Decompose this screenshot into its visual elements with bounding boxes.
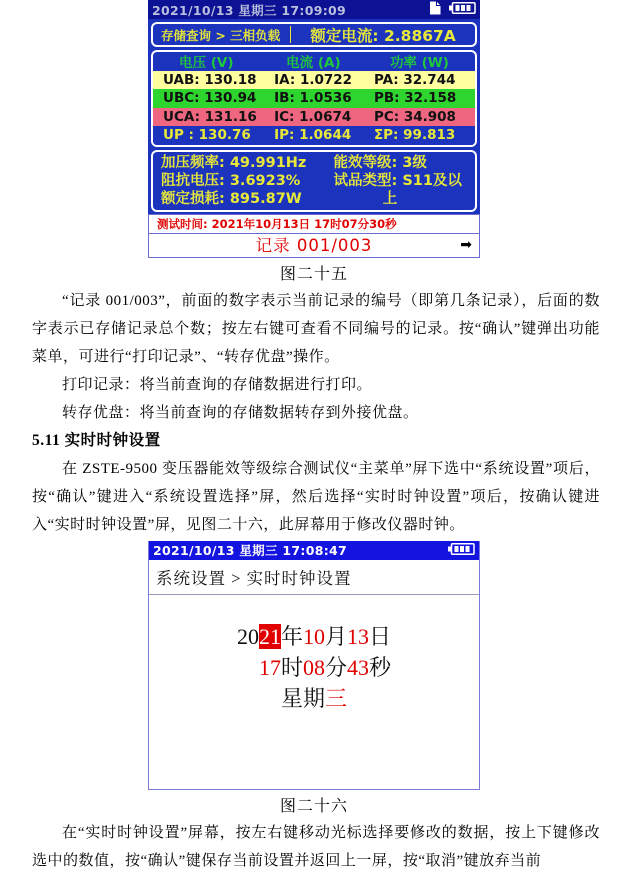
- table-row: [153, 108, 475, 127]
- cell-uab: UAB: 130.18: [163, 71, 257, 88]
- figure-25-caption: 图二十五: [279, 265, 348, 283]
- cell-pc: PC: 34.908: [373, 108, 456, 125]
- cell-ic: IC: 1.0674: [274, 108, 352, 125]
- breadcrumb-bar: [151, 22, 477, 47]
- table-row: [153, 126, 475, 145]
- battery-icon: [441, 2, 476, 17]
- weekday-label: 星期: [280, 685, 325, 711]
- col-header-current: 电流 (A): [286, 55, 341, 72]
- year-unit: 年: [280, 623, 303, 649]
- cell-ib: IB: 1.0536: [274, 90, 352, 107]
- cell-ubc: UBC: 130.94: [163, 90, 257, 107]
- status-bar: [148, 0, 480, 19]
- hour-digits[interactable]: 17: [258, 654, 281, 680]
- document-icon: [421, 1, 441, 18]
- cell-pa: PA: 32.744: [373, 71, 456, 88]
- line-export-usb: 转存优盘：将当前查询的存储数据转存到外接优盘。: [62, 404, 419, 421]
- cell-ip: IP: 1.0644: [274, 127, 352, 144]
- breadcrumb: 系统设置 > 实时时钟设置: [149, 560, 479, 595]
- record-panel: [148, 214, 480, 258]
- col-header-voltage: 电压 (V): [179, 55, 234, 72]
- year-digits-selected[interactable]: 21: [258, 623, 281, 649]
- device-screen-storage-query: [148, 0, 480, 258]
- hour-unit: 时: [280, 654, 303, 680]
- cell-sum-p: ΣP: 99.813: [373, 127, 456, 144]
- breadcrumb: 存储查询 > 三相负载: [161, 27, 281, 43]
- figure-26-caption: 图二十六: [279, 797, 348, 815]
- weekday-value[interactable]: 三: [325, 685, 348, 711]
- clock-time-line: [149, 652, 479, 683]
- second-digits[interactable]: 43: [347, 654, 369, 680]
- specimen-type-cont: 上: [382, 190, 398, 207]
- table-row: [153, 71, 475, 90]
- efficiency-grade: 能效等级: 3级: [333, 154, 427, 171]
- status-datetime: 2021/10/13 星期三 17:08:47: [153, 543, 347, 558]
- line-print-record: 打印记录：将当前查询的存储数据进行打印。: [62, 376, 373, 393]
- table-header-row: [153, 52, 475, 71]
- col-header-power: 功率 (W): [389, 55, 449, 72]
- status-bar: [149, 541, 479, 560]
- record-counter[interactable]: 记录 001/003: [255, 235, 373, 255]
- day-digits[interactable]: 13: [347, 623, 369, 649]
- rated-current-value: 额定电流: 2.8867A: [310, 26, 456, 45]
- info-panel: [151, 150, 477, 212]
- section-heading-5-11: 5.11 实时时钟设置: [32, 431, 161, 449]
- clock-weekday-line: [149, 683, 479, 714]
- day-unit: 日: [369, 623, 392, 649]
- clock-display: [149, 621, 479, 714]
- cell-uca: UCA: 131.16: [163, 108, 257, 125]
- paragraph-clock-intro: 在 ZSTE-9500 变压器能效等级综合测试仪“主菜单”屏下选中“系统设置”项后，按“确认”键进入“系统设置选择”屏，然后选择“实时时钟设置”项后，按确认键进入“实时时钟设置”屏，见图二十六，此屏幕用于修改仪器时钟。: [32, 460, 600, 533]
- freq-value: 加压频率: 49.991Hz: [161, 154, 307, 171]
- minute-digits[interactable]: 08: [302, 654, 325, 680]
- cell-ia: IA: 1.0722: [274, 71, 353, 88]
- status-datetime: 2021/10/13 星期三 17:09:09: [152, 2, 346, 18]
- measurement-table: [151, 50, 477, 147]
- year-prefix: 20: [236, 623, 259, 649]
- device-screen-clock-setting: [148, 541, 480, 790]
- specimen-type: 试品类型: S11及以: [333, 172, 462, 189]
- test-time: 测试时间: 2021年10月13日 17时07分30秒: [149, 215, 479, 234]
- clock-date-line: [149, 621, 479, 652]
- second-unit: 秒: [369, 654, 392, 680]
- table-row: [153, 89, 475, 108]
- minute-unit: 分: [324, 654, 347, 680]
- impedance-value: 阻抗电压: 3.6923%: [161, 172, 301, 189]
- rated-loss-value: 额定损耗: 895.87W: [161, 190, 302, 207]
- month-unit: 月: [324, 623, 347, 649]
- next-record-arrow-icon[interactable]: ➡: [460, 236, 472, 253]
- cell-up: UP : 130.76: [163, 127, 251, 144]
- battery-icon: [448, 543, 475, 558]
- paragraph-record-explanation: “记录 001/003”，前面的数字表示当前记录的编号（即第几条记录），后面的数字表示已存储记录总个数；按左右键可查看不同编号的记录。按“确认”键弹出功能菜单，可进行“打印记录”、“转存优盘”操作。: [32, 292, 600, 365]
- month-digits[interactable]: 10: [302, 623, 325, 649]
- paragraph-clock-usage: 在“实时时钟设置”屏幕，按左右键移动光标选择要修改的数据，按上下键修改选中的数值，按“确认”键保存当前设置并返回上一屏，按“取消”键放弃当前: [32, 824, 600, 869]
- cell-pb: PB: 32.158: [373, 90, 457, 107]
